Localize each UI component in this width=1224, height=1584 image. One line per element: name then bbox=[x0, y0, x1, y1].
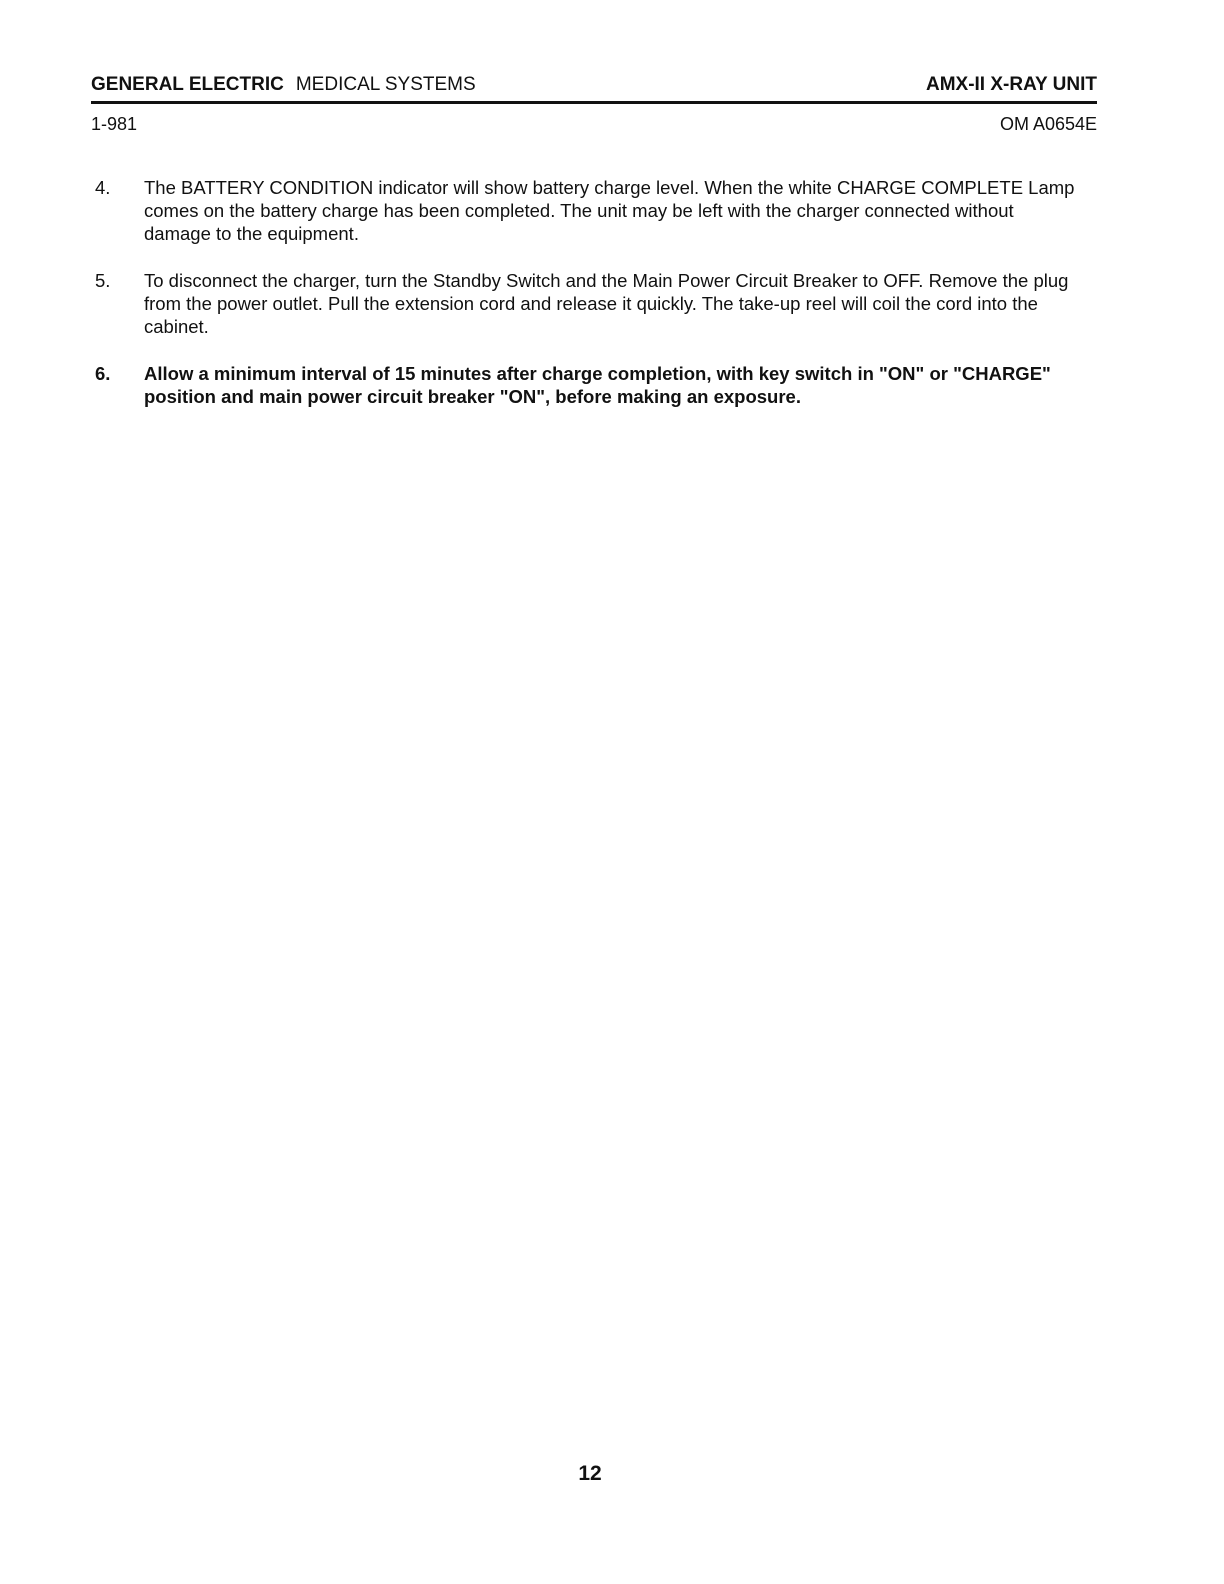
instruction-item bbox=[95, 269, 1085, 338]
company-division: MEDICAL SYSTEMS bbox=[295, 74, 476, 95]
document-number: OM A0654E bbox=[999, 114, 1097, 134]
item-number: 6. bbox=[95, 363, 111, 384]
document-date: 1-981 bbox=[91, 114, 138, 134]
item-number: 4. bbox=[95, 177, 111, 198]
product-name: AMX-II X-RAY UNIT bbox=[925, 74, 1097, 95]
item-text: The BATTERY CONDITION indicator will show battery charge level. When the white CHARGE COMPLETE Lamp comes on the battery charge has been completed. The unit may be left with the charger connected without damage to the equipment. bbox=[144, 177, 1075, 244]
item-text: Allow a minimum interval of 15 minutes after charge completion, with key switch in "ON" or "CHARGE" position and main power circuit breaker "ON", before making an exposure. bbox=[144, 363, 1051, 407]
item-number: 5. bbox=[95, 270, 111, 291]
page-header bbox=[91, 74, 1097, 96]
company-bold: GENERAL ELECTRIC bbox=[91, 74, 284, 95]
instruction-list bbox=[95, 176, 1085, 432]
item-text: To disconnect the charger, turn the Standby Switch and the Main Power Circuit Breaker to OFF. Remove the plug from the power outlet. Pull the extension cord and release it quickly. The take-up reel will coil the cord into the cabinet. bbox=[144, 270, 1069, 337]
page-number: 12 bbox=[578, 1462, 602, 1485]
instruction-item bbox=[95, 176, 1085, 245]
page-subheader bbox=[91, 114, 1097, 135]
header-rule bbox=[91, 101, 1097, 104]
instruction-item-warning bbox=[95, 362, 1085, 408]
company-name bbox=[91, 74, 476, 96]
